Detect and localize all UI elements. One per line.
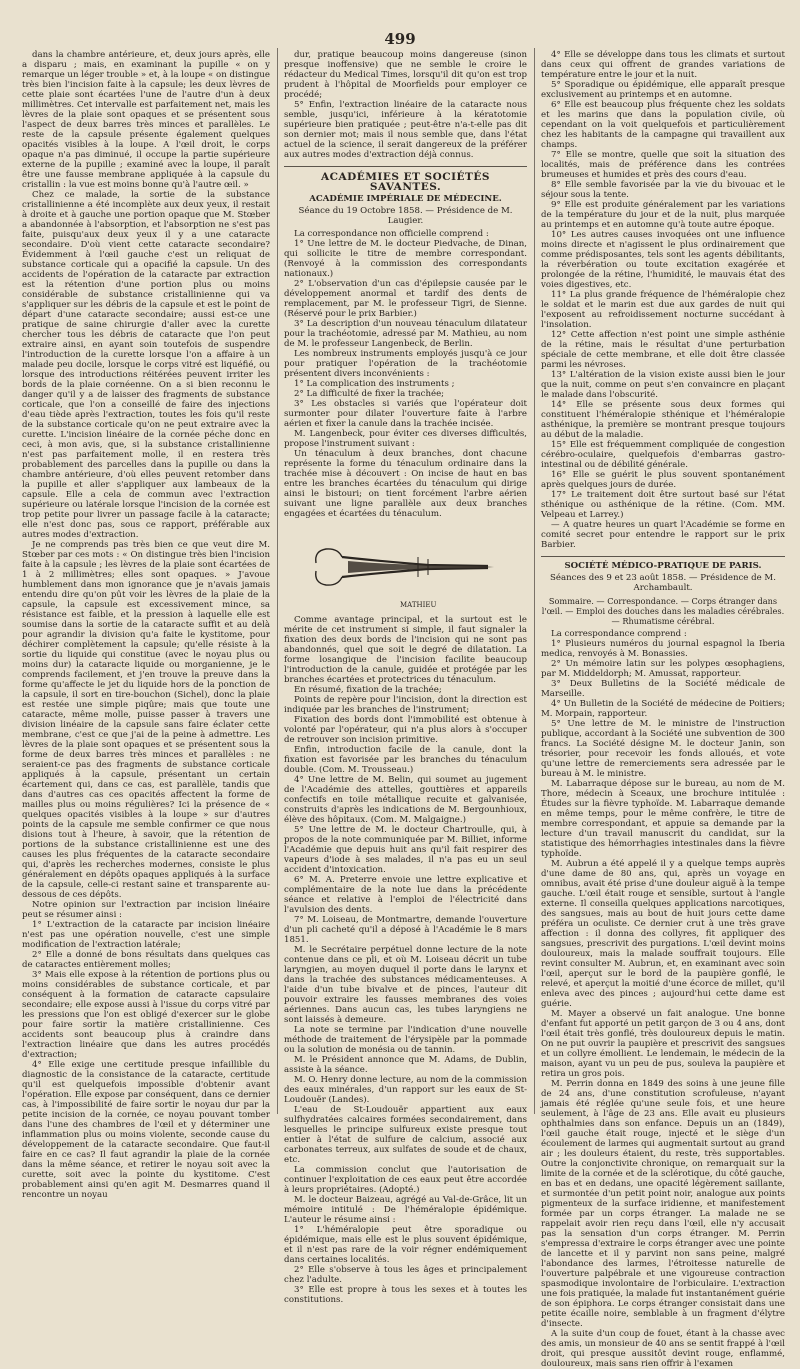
paragraph: Chez ce malade, la sortie de la substance cristallinienne a été incomplète aux deux yeux, il restait à droite et à gauche une portion opaque que M. Stœber a abandonnée à l'absorption, et l'absorption ne s'est pas faite, puisqu'aux deux yeux il y a une cataracte secondaire. D'où vient cette cataracte secondaire? Évidemment à l'œil gauche c'est un reliquat de substance corticale qui a opacifié la capsule. Un des accidents de l'opération de la cataracte par extraction est la rétention d'une portion plus ou moins considérable de substance cristallinienne qui va s'appliquer sur les débris de la capsule et est le point de départ d'une cataracte secondaire; aussi est-ce une pratique de saine chirurgie d'aller avec la curette chercher tous les débris de cataracte que l'on peut extraire ainsi, en ayant soin toutefois de suspendre l'introduction de la curette lorsque l'on a affaire à un malade peu docile, lorsque le corps vitré est liquéfié, ou lorsque des introductions réitérées peuvent irriter les bords de la plaie cornéenne. On a si bien reconnu le danger qu'il y a de laisser des fragments de substance corticale, que l'on a conseillé de faire des injections d'eau tiède après l'extraction, toutes les fois qu'il reste de la substance corticale qu'on ne peut extraire avec la curette. L'incision linéaire de la cornée péche donc en ceci, à mon avis, que, si la substance cristallinienne n'est pas parfaitement molle, il en restera très probablement des parcelles dans la pupille ou dans la chambre antérieure, d'où elles peuvent retomber dans la pupille et aller s'appliquer aux lambeaux de la capsule. Elle a cela de commun avec l'extraction supérieure ou latérale lorsque l'incision de la cornée est trop petite pour livrer un passage facile à la cataracte; elle n'est donc pas, sous ce rapport, préférable aux autres modes d'extraction. <box>22 190 270 540</box>
paragraph: 4° Elle exige une certitude presque infaillible du diagnostic de la consistance de la cataracte, certitude qu'il est quelquefois impossible d'obtenir avant l'opération. Elle expose par conséquent, dans ce dernier cas, à l'impossibilité de faire sortir le noyau dur par la petite incision de la cornée, ce noyau pouvant tomber dans l'une des chambres de l'œil et y déterminer une inflammation plus ou moins violente, seconde cause du développement de la cataracte secondaire. Que faut-il faire en ce cas? Il faut agrandir la plaie de la cornée dans la même séance, et retirer le noyau soit avec la curette, soit avec la pointe du kystitome. C'est probablement ainsi qu'en agit M. Desmarres quand il rencontre un noyau <box>22 1060 270 1200</box>
paragraph: 17° Le traitement doit être surtout basé sur l'état sthénique ou asthénique de la rétine. (Com. MM. Velpeau et Larrey.) <box>541 490 785 520</box>
paragraph: 1° L'héméralopie peut être sporadique ou épidémique, mais elle est le plus souvent épidémique, et il n'est pas rare de la voir régner endémiquement dans certaines localités. <box>284 1225 527 1265</box>
paragraph: 1° L'extraction de la cataracte par incision linéaire n'est pas une opération nouvelle, c'est une simple modification de l'extraction latérale; <box>22 920 270 950</box>
tenaculum-illustration <box>308 521 503 613</box>
session-line: Séance du 19 Octobre 1858. — Présidence de M. Laugier. <box>298 206 513 226</box>
paragraph: 1° Plusieurs numéros du journal espagnol la Iberia medica, renvoyés à M. Bonassies. <box>541 639 785 659</box>
paragraph: 3° La description d'un nouveau ténaculum dilatateur pour la trachéotomie, adressé par M. Mathieu, au nom de M. le professeur Langenbeck, de Berlin. <box>284 319 527 349</box>
paragraph: Comme avantage principal, et la surtout est le mérite de cet instrument si simple, il faut signaler la fixation des deux bords de l'incision qui ne sont pas abandonnés, quel que soit le degré de dilatation. La forme losangique de l'incision facilite beaucoup l'introduction de la canule, guidée et protégée par les branches écartées et protectrices du ténaculum. <box>284 615 527 685</box>
paragraph: 4° Un Bulletin de la Société de médecine de Poitiers; M. Morpain, rapporteur. <box>541 699 785 719</box>
paragraph: M. O. Henry donne lecture, au nom de la commission des eaux minérales, d'un rapport sur les eaux de St-Loudouër (Landes). <box>284 1075 527 1105</box>
figure-caption: MATHIEU <box>400 601 437 609</box>
paragraph: 13° L'altération de la vision existe aussi bien le jour que la nuit, comme on peut s'en convaincre en plaçant le malade dans l'obscurité. <box>541 370 785 400</box>
paragraph: La commission conclut que l'autorisation de continuer l'exploitation de ces eaux peut être accordée à leurs propriétaires. (Adopté.) <box>284 1165 527 1195</box>
paragraph: 12° Cette affection n'est point une simple asthénie de la rétine, mais le résultat d'une perturbation spéciale de cette membrane, et elle doit être classée parmi les névroses. <box>541 330 785 370</box>
section-title: ACADÉMIES ET SOCIÉTÉS SAVANTES. <box>321 171 490 193</box>
paragraph: 3° Deux Bulletins de la Société médicale de Marseille. <box>541 679 785 699</box>
paragraph: 3° Les obstacles si variés que l'opérateur doit surmonter pour dilater l'ouverture faite à l'arbre aérien et fixer la canule dans la trachée incisée. <box>284 399 527 429</box>
paragraph: 1° Une lettre de M. le docteur Piedvache, de Dinan, qui sollicite le titre de membre correspondant. (Renvoyé à la commission des correspondants nationaux.) <box>284 239 527 279</box>
paragraph: dans la chambre antérieure, et, deux jours après, elle a disparu ; mais, en examinant la pupille « on y remarque un léger trouble » et, à la loupe « on distingue très bien l'incision faite à la capsule; les deux lèvres de cette plaie sont écartées l'une de l'autre d'un à deux millimètres. Cet intervalle est parfaitement net, mais les lèvres de la plaie sont opaques et se présentent sous l'aspect de deux barres très minces et parallèles. Le reste de la capsule présente également quelques opacités visibles à la loupe. A l'œil droit, le corps opaque n'a pas diminué, il occupe la partie supérieure externe de la pupille ; examiné avec la loupe, il paraît être une fausse membrane appliquée à la capsule du cristallin : la vue est moins bonne qu'à l'autre œil. » <box>22 50 271 190</box>
column-divider <box>277 48 278 1114</box>
paragraph: 5° Une lettre de M. le docteur Chartroulle, qui, à propos de la note communiquée par M. Billiet, informe l'Académie que depuis huit ans qu'il fait respirer des vapeurs d'iode à ses malades, il n'a pas eu un seul accident d'intoxication. <box>284 825 527 875</box>
paragraph: 7° M. Loiseau, de Montmartre, demande l'ouverture d'un pli cacheté qu'il a déposé à l'Académie le 8 mars 1851. <box>284 915 527 945</box>
paragraph: 9° Elle est produite généralement par les variations de la température du jour et de la nuit, plus marquée au printemps et en automne qu'à toute autre époque. <box>541 200 785 230</box>
paragraph: En résumé, fixation de la trachée; <box>294 685 442 695</box>
paragraph: 1° La complication des instruments ; <box>294 379 455 389</box>
paragraph: 2° L'observation d'un cas d'épilepsie causée par le développement anormal et tardif des dents de remplacement, par M. le professeur Tigri, de Sienne. (Réservé pour le prix Barbier.) <box>284 279 527 319</box>
paragraph: M. le Président annonce que M. Adams, de Dublin, assiste à la séance. <box>284 1055 527 1075</box>
society-name: ACADÉMIE IMPÉRIALE DE MÉDECINE. <box>309 194 502 204</box>
session-line: Séances des 9 et 23 août 1858. — Présidence de M. Archambault. <box>550 573 776 593</box>
paragraph: La correspondance non officielle comprend : <box>294 229 489 239</box>
paragraph: 8° Elle semble favorisée par la vie du bivouac et le séjour sous la tente. <box>541 180 785 200</box>
paragraph: 2° Elle s'observe à tous les âges et principalement chez l'adulte. <box>284 1265 527 1285</box>
paragraph: 2° La difficulté de fixer la trachée; <box>294 389 445 399</box>
column-divider <box>534 48 535 1114</box>
column-2 <box>284 50 527 1305</box>
paragraph: 2° Un mémoire latin sur les polypes œsophagiens, par M. Middeldorph; M. Amussat, rapporteur. <box>541 659 785 679</box>
column-3 <box>541 50 785 1369</box>
society-name: SOCIÉTÉ MÉDICO-PRATIQUE DE PARIS. <box>564 561 762 571</box>
paragraph: M. Mayer a observé un fait analogue. Une bonne d'enfant fut apporté un petit garçon de 3 ou 4 ans, dont l'œil était très gonflé, très douloureux depuis le matin. On ne put ouvrir la paupière et prescrivit des sangsues et un collyre émollient. Le lendemain, le médecin de la maison, ayant vu un peu de pus, souleva la paupière et retira un gros pois. <box>541 1009 785 1079</box>
paragraph: 10° Les autres causes invoquées ont une influence moins directe et n'agissent le plus ordinairement que comme prédisposantes, tels sont les agents débilitants, la réverbération ou toute excitation exagérée et prolongée de la rétine, l'humidité, le mauvais état des voies digestives, etc. <box>541 230 785 290</box>
paragraph: 3° Elle est propre à tous les sexes et à toutes les constitutions. <box>284 1285 527 1305</box>
paragraph: 4° Elle se développe dans tous les climats et surtout dans ceux qui offrent de grandes variations de température entre le jour et la nuit. <box>541 50 785 80</box>
paragraph: La note se termine par l'indication d'une nouvelle méthode de traitement de l'érysipèle par la pommade ou la solution de monésia ou de tannin. <box>284 1025 527 1055</box>
paragraph: 14° Elle se présente sous deux formes qui constituent l'héméralopie sthénique et l'héméralopie asthénique, la première se montrant presque toujours au début de la maladie. <box>541 400 785 440</box>
paragraph: 3° Mais elle expose à la rétention de portions plus ou moins considérables de substance corticale, et par conséquent à la formation de cataracte capsulaire secondaire; elle expose aussi à l'issue du corps vitré par les pressions que l'on est obligé d'exercer sur le globe pour faire sortir la matière cristallinienne. Ces accidents sont beaucoup plus à craindre dans l'extraction linéaire que dans les autres procédés d'extraction; <box>22 970 270 1060</box>
paragraph: 6° M. A. Preterre envoie une lettre explicative et complémentaire de la note lue dans la précédente séance et relative à l'emploi de l'électricité dans l'avulsion des dents. <box>284 875 527 915</box>
paragraph: M. Aubrun a été appelé il y a quelque temps auprès d'une dame de 80 ans, qui, après un voyage en omnibus, avait été prise d'une douleur aiguë à la tempe gauche. L'œil était rouge et sensible, surtout à l'angle externe. Il conseilla quelques applications narcotiques, des sangsues, mais au bout de huit jours cette dame préféra un oculiste. Ce dernier crut à une très grave affection : il donna des collyres, fit appliquer des sangsues, prescrivit des purgations. L'œil devint moins douloureux, mais la malade souffrait toujours. Elle revint consulter M. Aubrun, et, en examinant avec soin l'œil, aperçut sur le bord de la paupière gonflé, le relevé, et aperçut la moitié d'une écorce de millet, qu'il enleva avec des pinces ; aujourd'hui cette dame est guérie. <box>541 859 785 1009</box>
paragraph: Fixation des bords dont l'immobilité est obtenue à volonté par l'opérateur, qui n'a plus alors à s'occuper de retrouver son incision primitive. <box>284 715 527 745</box>
page-number: 499 <box>384 30 416 48</box>
paragraph: 7° Elle se montre, quelle que soit la situation des localités, mais de préférence dans les contrées brumeuses et humides et près des cours d'eau. <box>541 150 785 180</box>
paragraph: M. Langenbeck, pour éviter ces diverses difficultés, propose l'instrument suivant : <box>284 429 527 449</box>
paragraph: — A quatre heures un quart l'Académie se forme en comité secret pour entendre le rapport sur le prix Barbier. <box>541 520 785 550</box>
paragraph: Je ne comprends pas très bien ce que veut dire M. Stœber par ces mots : « On distingue très bien l'incision faite à la capsule ; les lèvres de la plaie sont écartées de 1 à 2 millimètres; elles sont opaques. » J'avoue humblement dans mon ignorance que je n'avais jamais entendu dire qu'on pût voir les lèvres de la plaie de la capsule, la capsule est excessivement mince, sa résistance est faible, et la pression à laquelle elle est soumise dans la sortie de la cataracte suffit et au delà pour agrandir la division qu'a faite le kystitome, pour déchirer complètement la capsule; qu'elle résiste à la sortie du liquide qui constitue (avec le noyau plus ou moins dur) la cataracte liquide ou morganienne, je le comprends facilement, et j'en trouve la preuve dans la forme qu'affecte le jet du liquide hors de la ponction de la capsule, il sort en tire-bouchon (Sichel), donc la plaie est restée une simple piqûre; mais que toute une cataracte, même molle, puisse passer à travers une division linéaire de la capsule sans faire éclater cette membrane, c'est ce que j'ai de la peine à admettre. Les lèvres de la plaie sont opaques et se présentent sous la forme de deux barres très minces et parallèles : ne seraient-ce pas des fragments de substance corticale appliqués à la capsule, présentant un certain écartement qui, dans ce cas, est parallèle, tandis que dans d'autres cas ces opacités affectent la forme de mailles plus ou moins régulières? Ici la présence de « quelques opacités visibles à la loupe » sur d'autres points de la capsule me semble confirmer ce que nous disions tout à l'heure, à savoir, que la rétention de portions de la substance cristallinienne est une des causes les plus fréquentes de la cataracte secondaire qui, d'après les recherches modernes, consiste le plus généralement en dépôts opaques appliqués à la surface de la capsule, celle-ci restant saine et transparente au-dessous de ces dépôts. <box>22 540 270 900</box>
paragraph: Un ténaculum à deux branches, dont chacune représente la forme du ténaculum ordinaire dans la trachée mise à découvert : On incise de haut en bas entre les branches écartées du ténaculum qui dirige ainsi le bistouri; on tient forcément l'arbre aérien suivant une ligne parallèle aux deux branches engagées et écartées du ténaculum. <box>284 449 527 519</box>
paragraph: L'eau de St-Loudouër appartient aux eaux sulfhydratées calcaires formées secondairement, dans lesquelles le principe sulfureux existe presque tout entier à l'état de sulfure de calcium, associé aux carbonates terreux, aux sulfates de soude et de chaux, etc. <box>284 1105 527 1165</box>
paragraph: A la suite d'un coup de fouet, étant à la chasse avec des amis, un monsieur de 40 ans se sentit frappé à l'œil droit, qui presque aussitôt devint rouge, enflammé, douloureux, mais sans rien offrir à l'examen <box>541 1329 785 1369</box>
paragraph: M. Perrin donna en 1849 des soins à une jeune fille de 24 ans, d'une constitution scrofuleuse, n'ayant jamais été réglée qu'une seule fois, et une heure seulement, à l'âge de 23 ans. Elle avait eu plusieurs ophthalmies dans son enfance. Depuis un an (1849), l'œil gauche était rouge, injecté et le siège d'un écoulement de larmes qui augmentait surtout au grand air ; les douleurs étaient, du reste, très supportables. Outre la conjonctivite chronique, on remarquait sur la limite de la cornée et de la sclérotique, du côté gauche, en bas et en dedans, une opacité légèrement saillante, et surmontée d'un petit point noir, analogue aux points pigmenteux de la surface iridienne, et manifestement formée par un corps étranger. La malade ne se rappelait avoir rien reçu dans l'œil, elle n'y accusait pas la sensation d'un corps étranger. M. Perrin s'empressa d'extraire le corps étranger avec une pointe de lancette et il y parvint non sans peine, malgré l'abondance des larmes, l'étroitesse naturelle de l'ouverture palpébrale et une vigoureuse contraction spasmodique involontaire de l'orbiculaire. L'extraction une fois pratiquée, la malade fut instantanément guérie de son épiphora. Le corps étranger consistait dans une petite écaille noire, semblable à un fragment d'élytre d'insecte. <box>541 1079 785 1329</box>
paragraph: M. le Secrétaire perpétuel donne lecture de la note contenue dans ce pli, et où M. Loiseau décrit un tube laryngien, au moyen duquel il porte dans le larynx et dans la trachée des substances médicamenteuses. A l'aide d'un tube bivalve et de pinces, l'auteur dit pouvoir extraire les fausses membranes des voies aériennes. Dans aucun cas, les tubes laryngiens ne sont laissés à demeure. <box>284 945 527 1025</box>
summary-line: Sommaire. — Correspondance. — Corps étranger dans l'œil. — Emploi des douches dans les maladies cérébrales. — Rhumatisme cérébral. <box>541 596 785 626</box>
paragraph: Notre opinion sur l'extraction par incision linéaire peut se résumer ainsi : <box>22 900 270 920</box>
paragraph: 11° La plus grande fréquence de l'héméralopie chez le soldat et le marin est due aux gardes de nuit qui l'exposent au refroidissement nocturne succédant à l'insolation. <box>541 290 785 330</box>
paragraph: Enfin, introduction facile de la canule, dont la fixation est favorisée par les branches du ténaculum double. (Com. M. Trousseau.) <box>284 745 527 775</box>
tenaculum-figure <box>284 521 527 613</box>
paragraph: 4° Une lettre de M. Belin, qui soumet au jugement de l'Académie des attelles, gouttières et appareils confectifs en toile métallique recuite et galvanisée, construits d'après les indications de M. Bergounhioux, élève des hôpitaux. (Com. M. Malgaigne.) <box>284 775 527 825</box>
paragraph: 5° Sporadique ou épidémique, elle apparaît presque exclusivement au printemps et en automne. <box>541 80 785 100</box>
paragraph: La correspondance comprend : <box>551 629 687 639</box>
paragraph: dur, pratique beaucoup moins dangereuse (sinon presque inoffensive) que ne semble le croire le rédacteur du Medical Times, lorsqu'il dit qu'on est trop prudent à l'hôpital de Moorfields pour employer ce procédé; <box>284 50 527 100</box>
paragraph: M. Labarraque dépose sur le bureau, au nom de M. Thore, médecin à Sceaux, une brochure intitulée : Études sur la fièvre typhoïde. M. Labarraque demande en même temps, pour le même confrère, le titre de membre correspondant, et appuie sa demande par la lecture d'un travail manuscrit du candidat, sur la statistique des hémorrhagies intestinales dans la fièvre typhoïde. <box>541 779 785 859</box>
section-rule <box>284 166 527 167</box>
column-1 <box>22 50 271 1200</box>
paragraph: 5° Enfin, l'extraction linéaire de la cataracte nous semble, jusqu'ici, inférieure à la kératotomie supérieure bien pratiquée ; peut-être n'a-t-elle pas dit son dernier mot; mais il nous semble que, dans l'état actuel de la science, il serait dangereux de la préférer aux autres modes d'extraction déjà connus. <box>284 100 527 160</box>
paragraph: Points de repère pour l'incision, dont la direction est indiquée par les branches de l'instrument; <box>284 695 527 715</box>
paragraph: 15° Elle est fréquemment compliquée de congestion cérébro-oculaire, quelquefois d'embarras gastro-intestinal ou de débilité générale. <box>541 440 785 470</box>
paragraph: 5° Une lettre de M. le ministre de l'instruction publique, accordant à la Société une subvention de 300 francs. La Société désigne M. le docteur Janin, son trésorier, pour recevoir les fonds alloués, et vote qu'une lettre de remerciements sera adressée par le bureau à M. le ministre. <box>541 719 785 779</box>
paragraph: M. le docteur Baizeau, agrégé au Val-de-Grâce, lit un mémoire intitulé : De l'héméralopie épidémique. L'auteur le résume ainsi : <box>284 1195 527 1225</box>
section-rule <box>541 556 785 557</box>
paragraph: 2° Elle a donné de bons résultats dans quelques cas de cataractes entièrement molles; <box>22 950 270 970</box>
paragraph: 16° Elle se guérit le plus souvent spontanément après quelques jours de durée. <box>541 470 785 490</box>
paragraph: 6° Elle est beaucoup plus fréquente chez les soldats et les marins que dans la population civile, où cependant on la voit quelquefois et particulièrement chez les habitants de la campagne qui travaillent aux champs. <box>541 100 785 150</box>
paragraph: Les nombreux instruments employés jusqu'à ce jour pour pratiquer l'opération de la trachéotomie présentent divers inconvénients : <box>284 349 527 379</box>
